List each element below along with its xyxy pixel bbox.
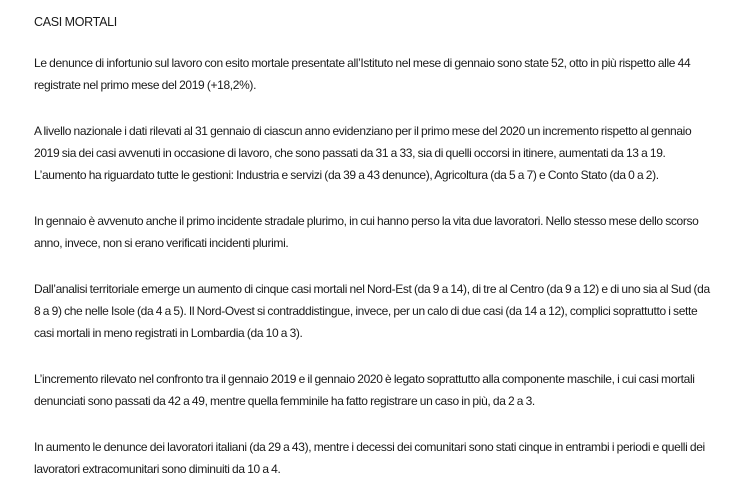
paragraph-gender: L’incremento rilevato nel confronto tra il gennaio 2019 e il gennaio 2020 è legato soprattutto alla componente maschile, i cui casi mortali denunciati sono passati da 42 a 49, mentre quella femminile ha fatto registrare un caso in più, da 2 a 3. [34, 372, 695, 408]
paragraph-road-accident: In gennaio è avvenuto anche il primo incidente stradale plurimo, in cui hanno perso la vita due lavoratori. Nello stesso mese dello scorso anno, invece, non si erano verificati incidenti plurimi. [34, 214, 699, 250]
paragraph-territorial: Dall’analisi territoriale emerge un aumento di cinque casi mortali nel Nord-Est (da 9 a 14), di tre al Centro (da 9 a 12) e di uno sia al Sud (da 8 a 9) che nelle Isole (da 4 a 5). Il Nord-Ovest si contraddistingue, invece, per un calo di due casi (da 14 a 12), complici soprattutto i sette casi mortali in meno registrati in Lombardia (da 10 a 3). [34, 282, 710, 340]
paragraph-intro: Le denunce di infortunio sul lavoro con esito mortale presentate all’Istituto nel mese di gennaio sono state 52, otto in più rispetto alle 44 registrate nel primo mese del 2019 (+18,2%). [34, 56, 691, 92]
article-section [34, 12, 714, 504]
section-heading: CASI MORTALI [34, 15, 117, 29]
paragraph-national-data: A livello nazionale i dati rilevati al 31 gennaio di ciascun anno evidenziano per il primo mese del 2020 un incremento rispetto al gennaio 2019 sia dei casi avvenuti in occasione di lavoro, che sono passati da 31 a 33, sia di quelli occorsi in itinere, aumentati da 13 a 19. L’aumento ha riguardato tutte le gestioni: Industria e servizi (da 39 a 43 denunce), Agricoltura (da 5 a 7) e Conto Stato (da 0 a 2). [34, 124, 692, 182]
paragraph-nationality: In aumento le denunce dei lavoratori italiani (da 29 a 43), mentre i decessi dei comunitari sono stati cinque in entrambi i periodi e quelli dei lavoratori extracomunitari sono diminuiti da 10 a 4. [34, 440, 705, 476]
